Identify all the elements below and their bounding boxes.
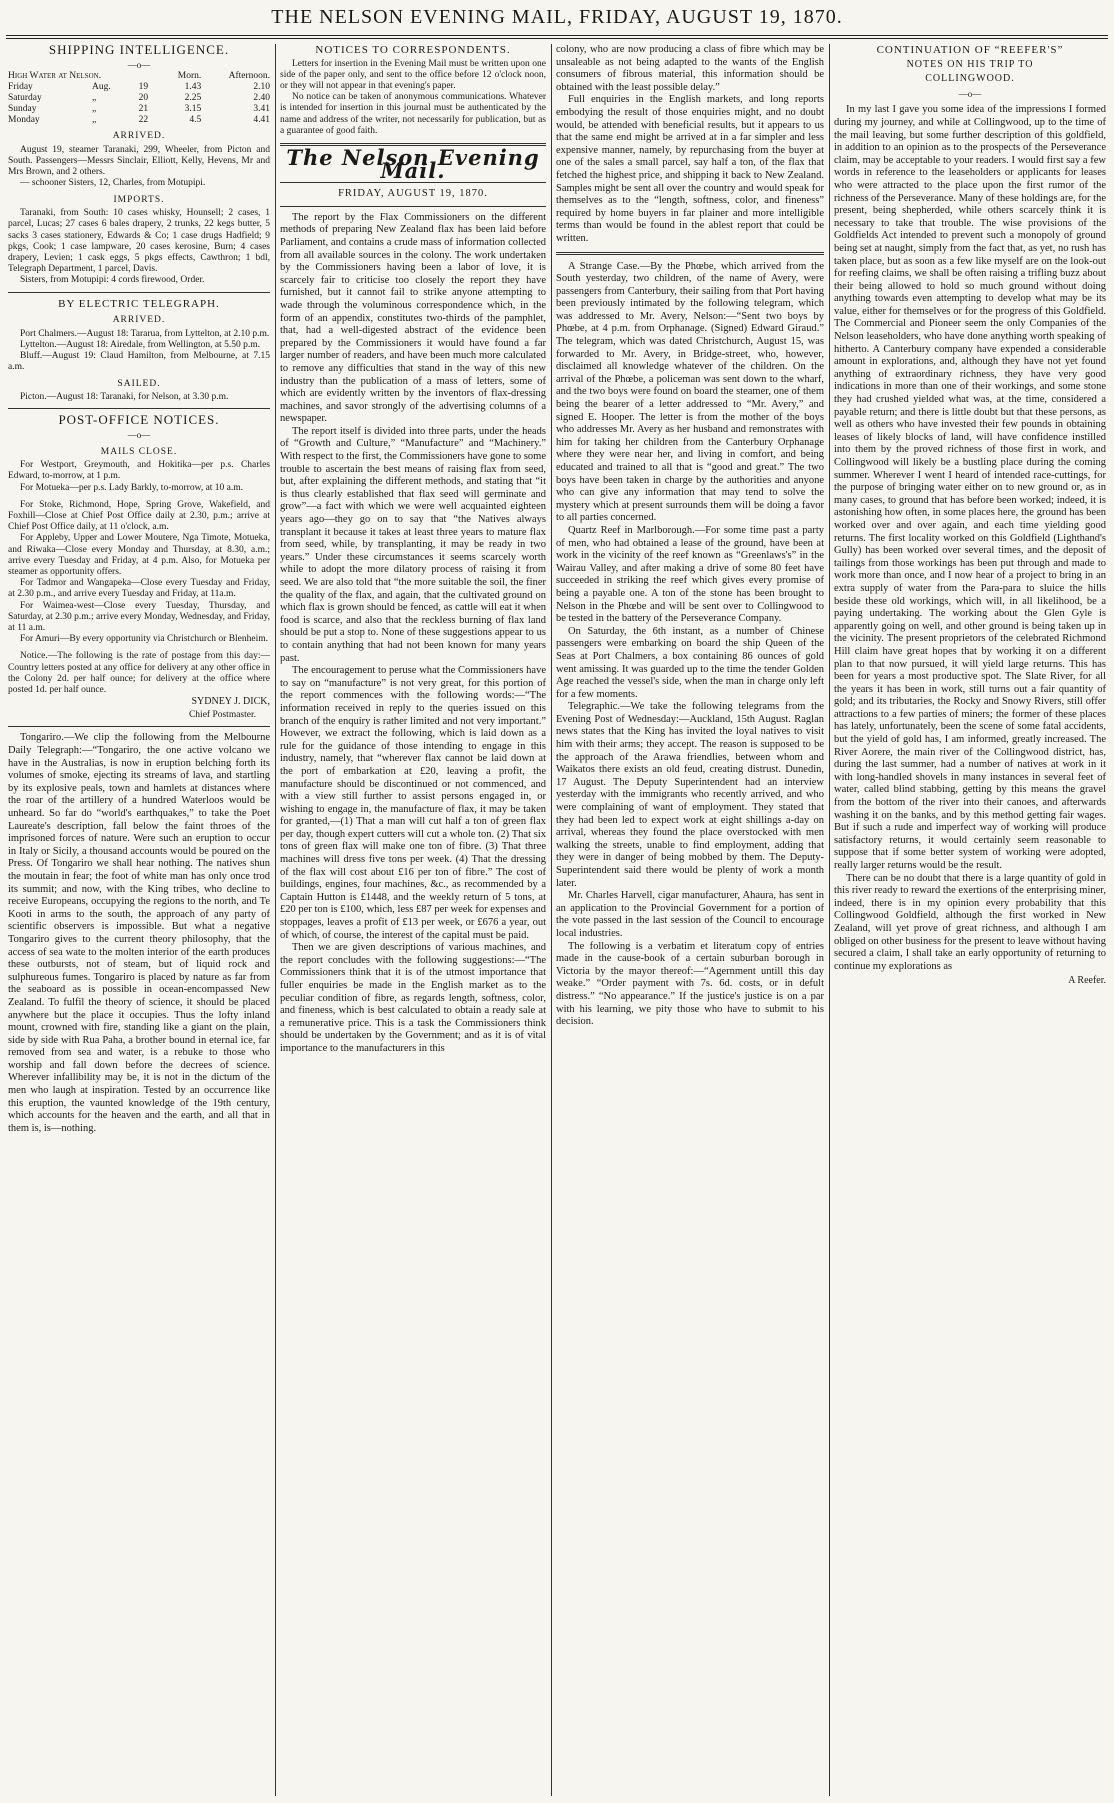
paper-title: The Nelson Evening Mail.: [286, 145, 540, 183]
post-item: For Amuri—By every opportunity via Christchurch or Blenheim.: [20, 634, 269, 645]
arrival-notice: — schooner Sisters, 12, Charles, from Motupipi.: [20, 178, 206, 189]
postmaster-name: SYDNEY J. DICK,: [191, 696, 270, 708]
tide-afternoon: 2.40: [253, 93, 270, 104]
reefer-subtitle: COLLINGWOOD.: [925, 73, 1015, 85]
tide-morning: 2.25: [184, 93, 202, 104]
strange-case-article: A Strange Case.—By the Phœbe, which arrived from the South yesterday, two children, of the name of Avery, were passengers from Canterbury, their sailing from that Port having been previously intimated by the following telegram, which was addressed to Mr. Avery, Nelson:—“Sent two boys by Phœbe, at 4 p.m. from Orphanage. (Signed) Edward Giraud.” The telegram, which was dated Christchurch, August 15, was forwarded to Mr. Avery, in Bridge-street, who, however, disclaimed all knowledge whatever of the children. On the arrival of the Phœbe, a policeman was sent down to the wharf, and the two boys were found on board the steamer, one of them being the bearer of a letter addressed to “Mr. Avery,” and signed E. Hooper. The letter is from the mother of the boys who addresses Mr. Avery as her husband and remonstrates with him for taking her children from the Canterbury Orphanage where they were near her, and living in comfort, and being educated and trained to all that is “good and great.” The two boys have been taken in charge by the authorities and anyone who can give any information that may tend to solve the mystery which at present surrounds them will be doing a favor to all parties concerned.: [556, 260, 824, 524]
telegraph-heading: BY ELECTRIC TELEGRAPH.: [58, 297, 220, 310]
post-item: For Motueka—per p.s. Lady Barkly, to-morrow, at 10 a.m.: [20, 482, 244, 493]
imports-heading: IMPORTS.: [113, 194, 165, 205]
editorial-paragraph: Full enquiries in the English markets, and long reports embodying the result of those enquiries might, and no doubt would, be attended with beneficial results, but it appears to us that the same end might be arrived at in a far simpler and less expensive manner, namely, by repurchasing from the buyer at one of the sales a small parcel, say half a ton, of the flax that fetched the highest price, and shipping it back to New Zealand. Samples might be sent all over the country and would speak for themselves as to the “length, softness, color, and fineness” required by home buyers in far plainer and more intelligible terms than would be found in the ablest report that could be written.: [556, 94, 824, 244]
post-item: For Waimea-west—Close every Tuesday, Thursday, and Saturday, at 2.30 p.m.; arrive every Monday, Wednesday, and Friday, at 11 a.m.: [8, 600, 270, 634]
post-item: For Stoke, Richmond, Hope, Spring Grove, Wakefield, and Foxhill—Close at Chief Post Office daily at 2.30, p.m.; arrive at Chief Post Office daily, at 11 o'clock, a.m.: [8, 499, 270, 533]
tide-morning: 3.15: [184, 104, 202, 115]
tide-afternoon: 3.41: [253, 104, 270, 115]
telegraphic-article: Telegraphic.—We take the following telegrams from the Evening Post of Wednesday:—Auckland, 15th August. Raglan news states that the King has invited the loyal natives to visit him with their arms; they accept. The reason is supposed to be the approach of the Arawa friendlies, between whom and Waikatos there exists an old feud, creating distrust. Dunedin, 17 August. The Deputy Superintendent had an interview yesterday with the immigrants who recently arrived, and who were complaining of want of employment. They stated that they had been led to expect work at eight shillings a-day on arrival, whereas they found the place overstocked with men walking the streets, unable to find employment, adding that they were in danger of being mobbed by them. The Deputy-Superintendent said there would be plenty of work a month later.: [556, 701, 824, 889]
divider: [8, 408, 270, 409]
editorial-paragraph: colony, who are now producing a class of fibre which may be unsaleable as not being adapted to the wants of the English consumers of fibrous material, this information should be obtained with the least possible delay.”: [556, 44, 824, 93]
tide-date: 19: [138, 82, 149, 93]
tide-day: Sunday: [8, 104, 37, 115]
ornament: —o—: [127, 430, 151, 440]
postage-notice: Notice.—The following is the rate of postage from this day:—Country letters posted at any office for delivery at any other office in the Colony 2d. per half ounce; for delivery at the office where posted 1d. per half ounce.: [8, 651, 270, 696]
tide-row: [8, 115, 270, 126]
tide-month: „: [92, 93, 97, 104]
column-divider: [275, 44, 276, 1796]
telegraph-item: Lyttelton.—August 18: Airedale, from Wellington, at 5.50 p.m.: [20, 340, 260, 350]
ornament: —o—: [958, 88, 982, 99]
reefer-signature: A Reefer.: [1068, 975, 1106, 987]
notice-text: Letters for insertion in the Evening Mail must be written upon one side of the paper only, and sent to the office before 12 o'clock noon, or they will not appear in that evening's paper.: [280, 58, 546, 91]
verbatim-article: The following is a verbatim et literatum copy of entries made in the cause-book of a certain suburban borough in Victoria by the mayor thereof:—“Agernment untill this day weake.” “Order payment with 7s. 6d. costs, or in defult distress.” “No appearance.” If the justice's justice is on a par with his learning, we pity those who have to submit to his decision.: [556, 940, 824, 1028]
masthead-rule-2: [6, 38, 1108, 39]
divider: [280, 206, 546, 207]
tide-date: 22: [138, 115, 149, 126]
column-3: [556, 44, 824, 1796]
reefer-paragraph: There can be no doubt that there is a large quantity of gold in this river ready to reward the exertions of the enterprising miner, indeed, there is in my opinion every probability that this Collingwood Goldfield, although the first worked in New Zealand, will yet prove of great richness, and although I am obliged on other business for the present to leave without having secured a claim, I shall take an early opportunity of returning to continue my explorations as: [834, 872, 1106, 972]
telegraph-item: Bluff.—August 19: Claud Hamilton, from Melbourne, at 7.15 a.m.: [8, 351, 270, 373]
post-item: For Westport, Greymouth, and Hokitika—per p.s. Charles Edward, to-morrow, at 1 p.m.: [8, 460, 270, 482]
tide-header: Morn.: [177, 71, 202, 82]
tongariro-article: Tongariro.—We clip the following from the Melbourne Daily Telegraph:—“Tongariro, the one active volcano we have in the Australias, is now in eruption belching forth its volumes of smoke, ejecting its streams of lava, and startling by its explosive peals, town and hamlets at distances where the roar of the artillery of a hundred Waterloos would be unheard. So far do “world's earthquakes,” to take the Poet Laureate's description, fall below the faint throes of the imprisoned forces of nature. Were such an eruption to occur in Italy or Sicily, a thousand accounts would be poured on the Press. Of Tongariro we shall hear nothing. The natives shun the moutain in fear; the foot of white man has only once trod its summit; and now, with the King tribes, who decline to receive Europeans, occupying the regions to the north, and Te Kooti in arms to the south, the approach of any party of scientific observers is impossible. But what a negative Tongariro gives to the current theory philosophy, that the access of sea wate to the molten interior of the earth produces these outbursts, not of steam, but of liquid rock and sulphureous fumes. Tongariro is placed by nature as far from the seaboard as is possible in ocean-encompassed New Zealand. To fulfil the theory of science, it should be placed anywhere but the place it occupies. Thus the lofty inland mount, crowned with fire, standing like a giant on the plain, side by side with Rua Paha, a brother bound in eternal ice, far removed from sea and water, is a rebuke to those who worship and fall down before the decrees of science. Wherever infallibility may be, it is not in the dictum of the men who laugh at inspiration. Tested by an occurrence like this eruption, the vaunted knowledge of the 19th century, which accounts for the heaven and the earth, and all that in them is, is—nothing.: [8, 732, 270, 1134]
postmaster-title: Chief Postmaster.: [188, 709, 256, 720]
masthead-rule: [6, 35, 1108, 36]
shipping-heading: SHIPPING INTELLIGENCE.: [48, 44, 230, 57]
telegraph-item: Port Chalmers.—August 18: Tararua, from Lyttelton, at 2.10 p.m.: [20, 328, 270, 339]
masthead: THE NELSON EVENING MAIL, FRIDAY, AUGUST 19, 1870.: [271, 6, 843, 28]
column-4: [834, 44, 1106, 1796]
tide-afternoon: 2.10: [253, 82, 270, 93]
imports-text: Sisters, from Motupipi: 4 cords firewood, Order.: [20, 275, 205, 286]
sailed-heading: SAILED.: [117, 378, 161, 389]
tide-table: [8, 71, 270, 126]
reefer-subtitle: NOTES ON HIS TRIP TO: [906, 58, 1034, 70]
tide-row: [8, 82, 270, 93]
tide-header: High Water at Nelson.: [8, 71, 102, 82]
tide-day: Friday: [8, 82, 33, 93]
notice-text: No notice can be taken of anonymous communications. Whatever is intended for insertion in this journal must be authenticated by the name and address of the writer, not necessarily for publication, but as a guarantee of good faith.: [280, 92, 546, 136]
post-item: For Appleby, Upper and Lower Moutere, Nga Timote, Motueka, and Riwaka—Close every Monday and Thursday, at 8.30, a.m.; arrive every Tuesday and Friday, at 4 p.m. Also, for Motueka per steamer as opportunity offers.: [8, 533, 270, 578]
column-2: [280, 44, 546, 1796]
tide-header-row: [8, 71, 270, 82]
editorial-paragraph: Then we are given descriptions of various machines, and the report concludes with the following suggestions:—“The Commissioners think that it is of the utmost importance that fuller enquiries be made in the English market as to the peculiar condition of fibre, as regards length, softness, color, and fineness, which is best calculated to obtain a ready sale at a remunerative price. This is a task the Commissioners think should be undertaken by the Government; and as it is of vital importance to the manufacturers in this: [280, 942, 546, 1054]
tide-month: „: [92, 104, 97, 115]
tide-month: „: [92, 115, 97, 126]
dateline: FRIDAY, AUGUST 19, 1870.: [338, 188, 488, 200]
arrival-notice: August 19, steamer Taranaki, 299, Wheeler, from Picton and South. Passengers—Messrs Sinclair, Elliott, Kelly, Hevens, Mr and Mrs Brown, and 2 others.: [8, 144, 270, 178]
tide-month: Aug.: [92, 82, 111, 93]
tide-morning: 1.43: [184, 82, 202, 93]
reefer-paragraph: In my last I gave you some idea of the impressions I formed during my journey, and while at Collingwood, up to the time of the mail leaving, but some further description of this goldfield, in addition to an opinion as to the prospects of the Perseverance claim, may be acceptable to your readers. I would first say a few words in reference to the leaseholders or applicants for leases who were attracted to the place upon the first rumor of the richness of the Perseverance. Many of these holdings are, for the present, being shepherded, while others scarcely think it is necessary to take that trouble. The wise provisions of the Goldfields Act intended to prevent such a monopoly of ground being set at naught, simply from the fact that, as yet, no rush has taken place, but as soon as a few like myself are on the look-out for reefing claims, we shall be often raising a trifling buzz about their being allowed to hold so much ground without doing anything towards even attempting to develop what may be its value, either for themselves or for the progress of this Goldfield. The Commercial and Pioneer seem the only Companies of the Nelson leaseholders, who have done anything worth speaking of hitherto. A Canterbury company have expended a considerable amount in explorations, and, although they have not yet found anything of extraordinary richness, they have very good indications in more than one of their workings, and some stone they had crushed yielded what was, at the time, considered a payable return; and there is little doubt but that these persons, as well as others who have invested their few pounds in obtaining leases of likely blocks of land, will have confidence instilled into them by the proved richness of those first in work, and Collingwood will likely be a bustling place during the coming summer. Wherever I went I heard of intended race-cuttings, for the purpose of bringing water either on to new ground or, as in many cases, to ground that has before been worked; indeed, it is astonishing how often, in some places here, the ground has been worked over and over again, and each time yielding good returns. The first locality worked on this Goldfield (Lighthand's Gully) has been worked over several times, and the deposit of tailings from those workings has been put through and made to work more than once, and I now hear of a project to bring in an extra supply of water from the Para-para to sluice the hills beside these old workings, which will, in all likelihood, be a paying undertaking. The working about the Glen Gyle is apparently going on well, and other ground is being taken up in the vicinity. The present proprietors of the celebrated Richmond Hill claim have great hopes that by working it on a different plan to that now pursued, it will yield large returns. This has been for years a most productive spot. The Slate River, for all the years it has been in work, still turns out a fair quantity of gold; and its tributaries, the Rocky and Snowy Rivers, still offer attractions to a few parties of miners; the former of these places has lately, unfortunately, been the scene of some fatal accidents, but the yield of gold has, I am informed, greatly increased. The River Aorere, the main river of the Collingwood district, has, during the last summer, had a number of natives at work in it with long-handled shovels in many instances in several feet of water, called blind stabbing, getting by this means the gravel from the bottom of the river into their canoes, and afterwards washing it on the banks, and by this method getting fair wages. But if such a rude and imperfect way of working will produce satisfactory returns, it would certainly seem reasonable to suppose that if some better system of working were adopted, really larger returns would be the result.: [834, 104, 1106, 871]
column-1: [8, 44, 270, 1796]
tide-morning: 4.5: [189, 115, 202, 126]
tide-header: Afternoon.: [228, 71, 270, 82]
telegraph-item: Picton.—August 18: Taranaki, for Nelson, at 3.30 p.m.: [20, 392, 229, 403]
post-item: For Tadmor and Wangapeka—Close every Tuesday and Friday, at 2.30 p.m., and arrive every Tuesday and Friday, at 11a.m.: [8, 578, 270, 600]
tide-day: Monday: [8, 115, 40, 126]
arrived-heading: ARRIVED.: [112, 315, 166, 326]
editorial-paragraph: The report by the Flax Commissioners on the different methods of preparing New Zealand flax has been laid before Parliament, and contains a crude mass of information collected from all available sources in the colony. The work undertaken by the Commissioners having been a labor of love, it is scarcely fair to criticise too closely the report they have furnished, but it cannot fail to strike anyone attempting to wade through the voluminous correspondence which, in the form of an appendix, constitutes two-thirds of the pamphlet, that, had a well-digested abstract of the evidence been prepared by the Commissioners it would have found a far larger number of readers, and have been much more calculated to remove any difficulties that stand in the way of this new industry than the publication of a mass of letters, some of which are evidently written by the inventors of flax-dressing machines, and savor strongly of the advertising columns of a newspaper.: [280, 211, 546, 425]
tide-row: [8, 104, 270, 115]
tide-afternoon: 4.41: [253, 115, 270, 126]
column-divider: [551, 44, 552, 1796]
editorial-paragraph: The encouragement to peruse what the Commissioners have to say on “manufacture” is not very great, for this portion of the report commences with the following words:—“The information received in reply to the queries issued on this branch of the enquiry is rather limited and not very important.” However, we extract the following, which is laid down as a rule for the guidance of those intending to engage in this industry, namely, that “wherever flax cannot be laid down at the port of embarkation at £20, leaving a profit, the manufacture should be discontinued or not commenced, and with a view still further to assist persons engaged in, or wishing to engage in, the manufacture of flax, it may be taken for granted,—(1) That a man will cut half a ton of green flax per day, though expert cutters will cut a whole ton. (2) That six tons of green flax will make one ton of fibre. (3) That three machines will dress five tons per week. (4) That the dressing of the flax will cost about £16 per ton of fibre.” The cost of buildings, engines, four machines, &c., as recommended by a Captain Hutton is £1448, and the weekly return of 5 tons, at £20 per ton is £100, which, less £87 per week for expenses and stoppages, leaves a profit of £13 per week, or £676 a year, out of which, of course, the interest of the capital must be paid.: [280, 665, 546, 941]
ornament: —o—: [127, 59, 151, 70]
post-office-heading: POST-OFFICE NOTICES.: [58, 412, 220, 428]
divider: [556, 252, 824, 255]
tide-row: [8, 93, 270, 104]
column-divider: [829, 44, 830, 1796]
editorial-paragraph: The report itself is divided into three parts, under the heads of “Growth and Culture,” “Manufacture” and “Machinery.” With respect to the first, the Commissioners have gone to some trouble to ascertain the best means of raising flax from seed, but, after explaining the different methods, and stating that “it is thus clearly established that flax seed will germinate and grow”—a fact with which we were well acquainted eighteen years ago—they go on to say that “the Natives always transplant it because it takes at least three years to mature flax from seed, while, by transplanting, it may be ready in two years.” Under these circumstances it seems scarcely worth while to adopt the more dilatory process of raising it from seed. We are also told that “the more suitable the soil, the finer the quality of the flax, and again, that the cultivated ground on which flax is grown should be fenced, as cattle will eat it when food is scarce, and also that the reckless burning of flax land should be put a stop to. None of these suggestions appear to us to contain anything that had not been known for many years past.: [280, 425, 546, 664]
tide-date: 21: [138, 104, 149, 115]
divider: [8, 726, 270, 727]
tide-date: 20: [138, 93, 149, 104]
reefer-title: CONTINUATION OF “REEFER'S”: [876, 44, 1064, 56]
tide-day: Saturday: [8, 93, 42, 104]
gold-theft-article: On Saturday, the 6th instant, as a number of Chinese passengers were embarking on board the ship Queen of the Seas at Port Chalmers, a box containing 86 ounces of gold went amissing. It was guarded up to the time the tender Golden Age reached the vessel's side, when the man in charge only left for a few moments.: [556, 625, 824, 700]
divider: [8, 292, 270, 293]
imports-text: Taranaki, from South: 10 cases whisky, Hounsell; 2 cases, 1 parcel, Lucas; 27 cases 6 bales drapery, 2 trunks, 22 kegs butter, 5 sacks 3 cases stationery, Edwards & Co; 1 case drugs Hadfield; 9 pkgs, Cook; 1 case lampware, 20 cases kerosine, Burn; 4 cases drapery, Levien; 1 cask eggs, 5 pkgs effects, Cawthron; 1 bdl, Telegraph Department, 1 parcel, Davis.: [8, 208, 270, 275]
mails-close-heading: MAILS CLOSE.: [100, 446, 178, 457]
arrived-heading: ARRIVED.: [112, 131, 166, 142]
quartz-reef-article: Quartz Reef in Marlborough.—For some time past a party of men, who had obtained a lease of the ground, have been at work in the vicinity of the reef known as “Greenlaws's” in the Wairau Valley, and after making a drive of some 80 feet have succeeded in striking the reef which gives every promise of being a payable one. A ton of the stone has been brought to Nelson in the Phœbe and will be sent over to Collingwood to be tested in the battery of the Perseverance Company.: [556, 524, 824, 625]
harvell-article: Mr. Charles Harvell, cigar manufacturer, Ahaura, has sent in an application to the Provincial Government for a portion of the vote passed in the last session of the Council to encourage local industries.: [556, 890, 824, 939]
notices-heading: NOTICES TO CORRESPONDENTS.: [315, 44, 511, 56]
